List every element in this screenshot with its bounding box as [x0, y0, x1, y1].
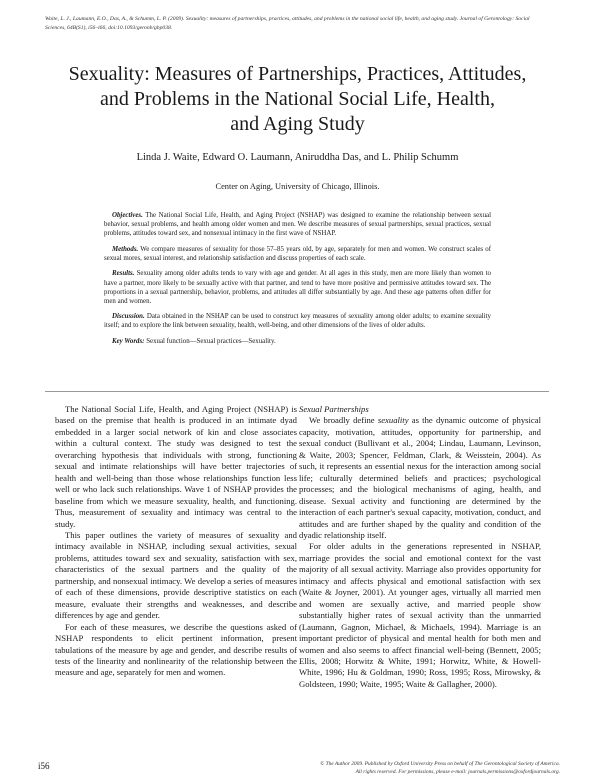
abstract-text: Sexuality among older adults tends to vary with age and gender. At all ages in this study, men are more likely than women to have a partner, more likely to be sexually active with that partner, and tend to have more positive and permissive attitudes toward sex. The proportions in a sexual partnership, behavior, problems, and attitudes all differ substantially by age. And these age patterns often differ for men and women. [104, 270, 491, 305]
abstract-text: We compare measures of sexuality for those 57–85 years old, by age, separately for men and women. We construct scales of sexual mores, sexual interest, and relationship satisfaction and discuss properties of each scale. [104, 245, 491, 262]
body-paragraph: This paper outlines the variety of measures of sexuality and intimacy available in NSHAP, including sexual activities, sexual problems, attitudes toward sex and sexuality, satisfaction with sex, characteristics of the sexual partners and the quality of the partnership, and nonsexual intimacy. We develop a series of measures of each of these dimensions, provide descriptive statistics on each measure, evaluate their strengths and weaknesses, and describe differences by age and gender. [55, 529, 297, 621]
section-divider [45, 391, 549, 392]
body-paragraph: For each of these measures, we describe the questions asked of NSHAP respondents to elicit pertinent information, present tabulations of the measure by age and gender, and describe results of tests of the linearity and nonlinearity of the relationship between the measure and age, separately for men and women. [55, 621, 297, 678]
abstract-keywords [104, 337, 491, 346]
body-column-right [299, 404, 541, 690]
abstract-label: Results. [112, 270, 135, 278]
paragraph-text: as the dynamic outcome of physical capacity, motivation, attitudes, opportunity for partnership, and sexual conduct (Bullivant et al., 2004; Lindau, Laumann, Levinson, & Waite, 2003; Spencer, Feldman, Clark, & Weisstein, 2004). As such, it represents an essential nexus for the interaction among social life; culturally determined beliefs and practices; psychological processes; and the biological mechanisms of aging, health, and disease. Sexual activity and functioning are determined by the interaction of each partner's sexual capacity, motivation, conduct, and attitudes and are further shaped by the quality and condition of the dyadic relationship itself. [299, 415, 541, 540]
title-line: and Aging Study [230, 113, 365, 135]
emphasis-term: sexuality [377, 415, 409, 426]
section-heading: Sexual Partnerships [299, 404, 369, 414]
author-list: Linda J. Waite, Edward O. Laumann, Aniruddha Das, and L. Philip Schumm [136, 152, 459, 163]
abstract-text: The National Social Life, Health, and Aging Project (NSHAP) was designed to examine the relationship between sexual behavior, sexual problems, and health among older women and men. We describe measures of sexual partnerships, sexual practices, sexual problems, attitudes toward sex, and nonsexual intimacy in the first wave of NSHAP. [104, 212, 491, 238]
page-number: i56 [38, 761, 50, 771]
body-paragraph: The National Social Life, Health, and Aging Project (NSHAP) is based on the premise that health is produced in an intimate dyad embedded in a larger social network of kin and close associates within a cultural context. The study was designed to test the overarching hypothesis that individuals with strong, functioning sexual and intimate relationships will have better trajectories of health and well-being than those whose relationships function less well or who lack such relationships. Wave 1 of NSHAP provides the baseline from which we measure sexuality, health, and functioning. Thus, measurement of sexuality and intimacy was central to the study. [55, 404, 297, 529]
paragraph-text: We broadly define [309, 415, 378, 426]
abstract-label: Key Words: [112, 338, 145, 346]
abstract-results [104, 269, 491, 305]
copyright-line: All rights reserved. For permissions, please e-mail: journals.permissions@oxfordjournals.org. [355, 768, 560, 775]
abstract-objectives [104, 211, 491, 238]
body-column-left [55, 404, 297, 679]
abstract-label: Methods. [112, 245, 139, 253]
copyright-notice [240, 761, 560, 776]
abstract-label: Discussion. [112, 313, 145, 321]
abstract-text: Sexual function—Sexual practices—Sexuality. [144, 338, 276, 346]
title-line: and Problems in the National Social Life, Health, [100, 88, 495, 110]
title-line: Sexuality: Measures of Partnerships, Practices, Attitudes, [68, 63, 527, 85]
abstract-discussion [104, 312, 491, 330]
citation-header: Waite, L. J., Laumann, E.O., Das, A., & Schumm, L. P. (2009). Sexuality: measures of partnerships, practices, attitudes, and problems in the national social life, health, and aging study. Journal of Gerontology: Social Sciences, 64B(S1), i56–i66, doi:10.1093/geronb/gbp038. [45, 16, 530, 31]
abstract [104, 211, 491, 353]
body-paragraph: For older adults in the generations represented in NSHAP, marriage provides the social and emotional context for the vast majority of all sexual activity. Marriage also provides opportunity for intimacy and affects physical and emotional satisfaction with sex (Waite & Joyner, 2001). At younger ages, virtually all married men and women are sexually active, and married people show substantially higher rates of sexual activity than the unmarried (Laumann, Gagnon, Michael, & Michaels, 1994). Marriage is an important predictor of physical and mental health for both men and women and also seems to affect financial well-being (Bennett, 2005; Ellis, 2008; Horwitz & White, 1991; Horwitz, White, & Howell-White, 1996; Hu & Goldman, 1990; Ross, 1995; Ross, Mirowsky, & Goldsteen, 1990; Waite, 1995; Waite & Gallagher, 2000). [299, 541, 541, 689]
body-paragraph [299, 415, 541, 541]
article-title [20, 62, 575, 137]
abstract-methods [104, 245, 491, 263]
affiliation: Center on Aging, University of Chicago, Illinois. [215, 182, 380, 191]
abstract-label: Objectives. [112, 212, 143, 219]
abstract-text: Data obtained in the NSHAP can be used to construct key measures of sexuality among older adults; to examine sexuality itself; and to explore the link between sexuality, health, well-being, and other dimensions of the lives of older adults. [104, 313, 491, 330]
copyright-line: © The Author 2009. Published by Oxford University Press on behalf of The Gerontological Society of America. [320, 761, 560, 767]
